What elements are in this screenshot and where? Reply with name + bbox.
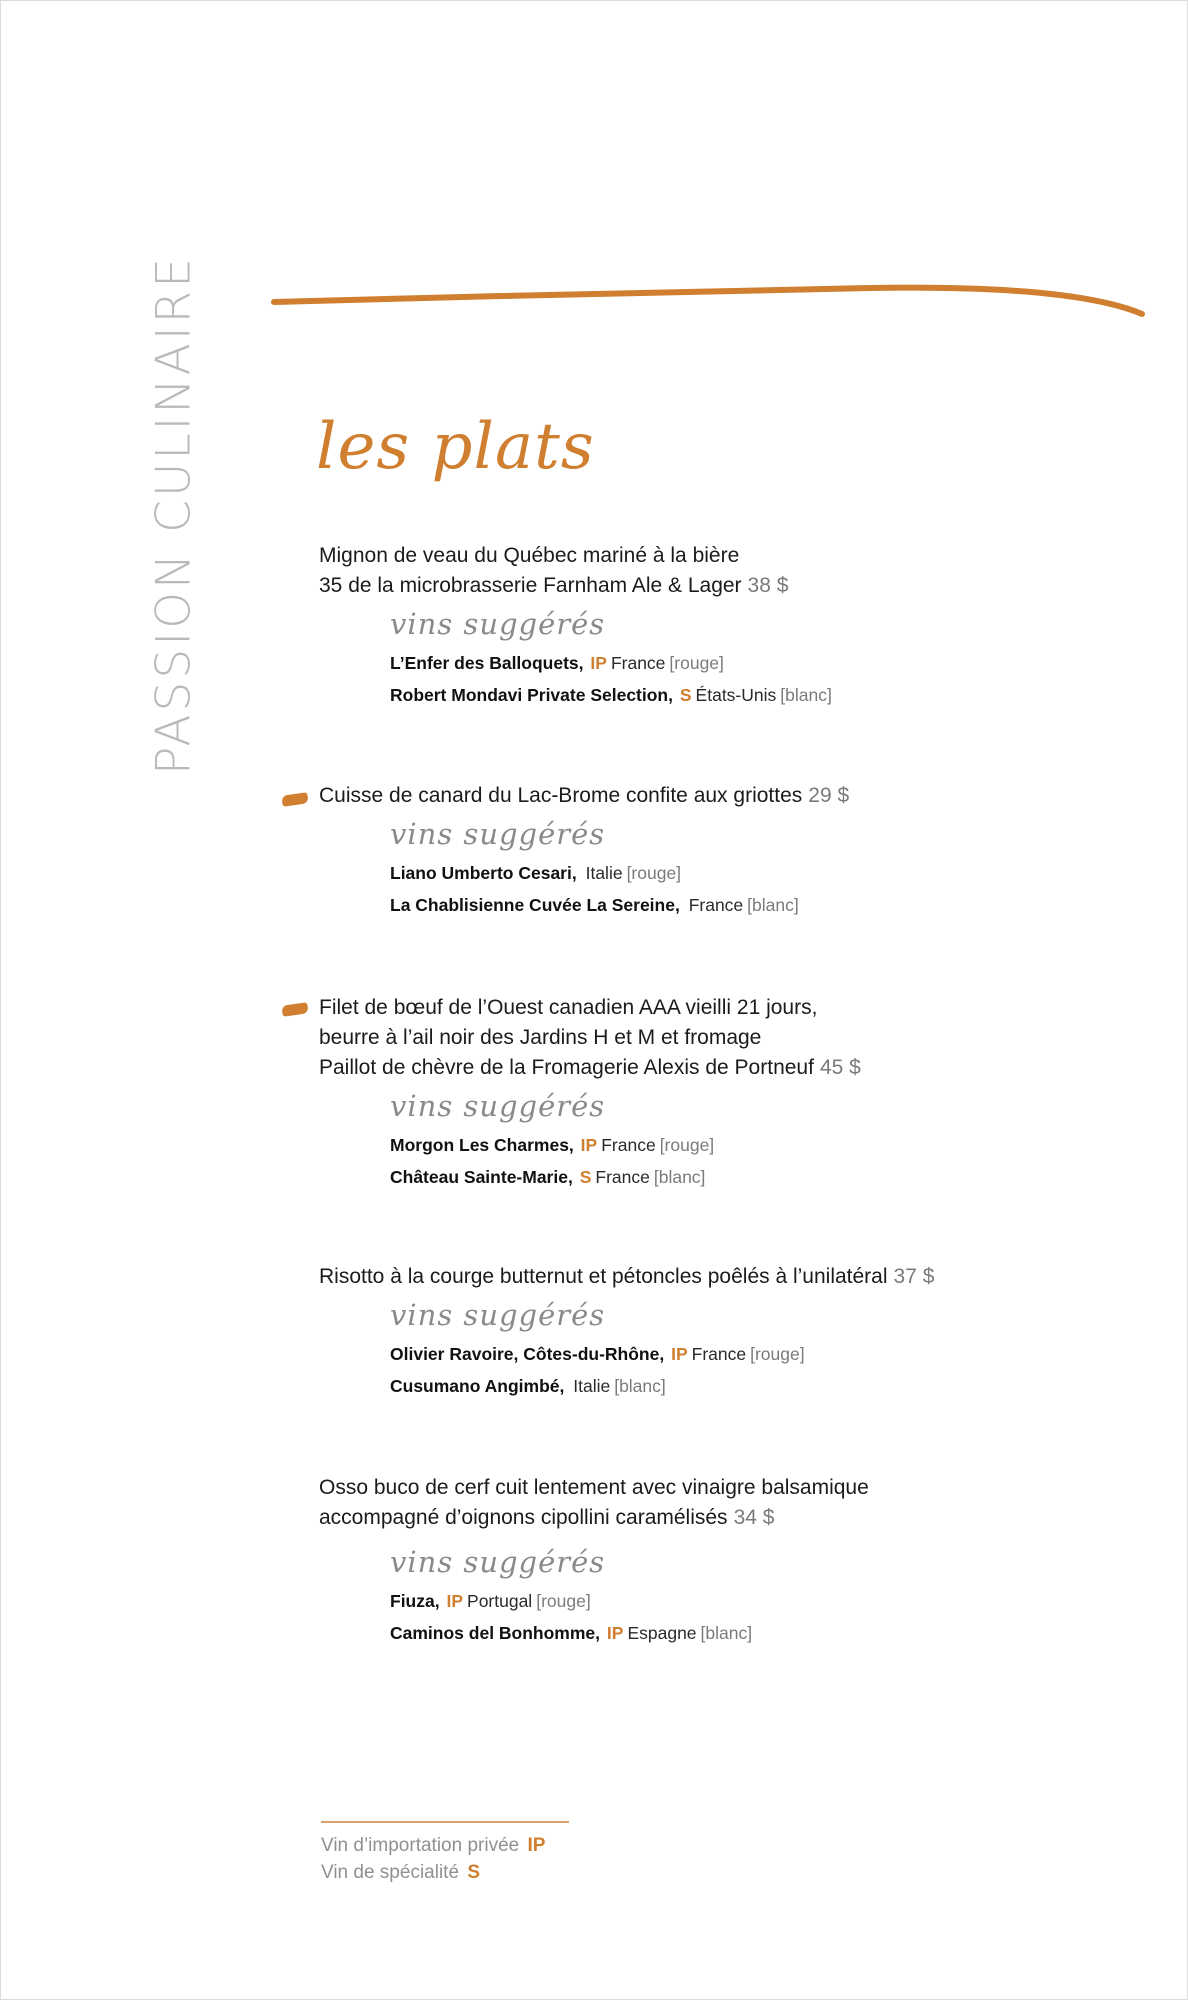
dish-line: Osso buco de cerf cuit lentement avec vinaigre balsamique <box>319 1476 869 1499</box>
dish-description <box>319 1262 1139 1292</box>
wine-suggestion <box>390 1161 1139 1193</box>
vins-suggeres-label: vins suggérés <box>390 1545 606 1579</box>
wine-country: Espagne <box>627 1623 697 1643</box>
wine-code: S <box>679 685 692 705</box>
wine-color: [blanc] <box>780 685 832 705</box>
wine-code: IP <box>580 1135 598 1155</box>
wine-country: France <box>688 895 744 915</box>
wine-country: France <box>595 1167 650 1187</box>
wine-name: La Chablisienne Cuvée La Sereine, <box>390 895 680 915</box>
dish-price: 38 $ <box>747 574 789 597</box>
wine-suggestion <box>390 889 1139 921</box>
legend-code: IP <box>527 1835 546 1856</box>
section-heading: les plats <box>316 410 595 484</box>
legend-item <box>321 1832 545 1859</box>
wine-country: France <box>691 1344 747 1364</box>
dish-description <box>319 993 1139 1083</box>
vins-suggeres-label: vins suggérés <box>390 1089 606 1123</box>
wine-name: Olivier Ravoire, Côtes-du-Rhône, <box>390 1344 665 1364</box>
dish-price: 45 $ <box>819 1056 861 1079</box>
legend-code: S <box>467 1862 480 1883</box>
wine-suggestion <box>390 857 1139 889</box>
wine-suggestion <box>390 679 1139 711</box>
wine-suggestion <box>390 1129 1139 1161</box>
wine-suggestion <box>390 1617 1139 1649</box>
wine-code: S <box>579 1167 592 1187</box>
wine-suggestion <box>390 1370 1139 1402</box>
dish-item-3 <box>319 993 1139 1193</box>
wine-color: [blanc] <box>653 1167 706 1187</box>
wine-suggestion <box>390 647 1139 679</box>
dish-item-2 <box>319 781 1139 921</box>
wine-name: Château Sainte-Marie, <box>390 1167 573 1187</box>
wine-name: Morgon Les Charmes, <box>390 1135 574 1155</box>
wine-code: IP <box>446 1591 464 1611</box>
wine-color: [rouge] <box>536 1591 591 1611</box>
wine-name: Fiuza, <box>390 1591 440 1611</box>
vins-suggeres-label: vins suggérés <box>390 817 606 851</box>
legend-text: Vin d’importation privée <box>321 1835 520 1856</box>
vins-suggeres-label: vins suggérés <box>390 1298 606 1332</box>
wine-name: Robert Mondavi Private Selection, <box>390 685 673 705</box>
wine-name: L’Enfer des Balloquets, <box>390 653 584 673</box>
wine-country: Portugal <box>467 1591 533 1611</box>
wine-color: [rouge] <box>626 863 682 883</box>
wine-code: IP <box>606 1623 624 1643</box>
dish-item-1 <box>319 541 1139 711</box>
wine-name: Cusumano Angimbé, <box>390 1376 565 1396</box>
dish-line: 35 de la microbrasserie Farnham Ale & Lager <box>319 574 742 597</box>
dish-price: 37 $ <box>893 1265 935 1288</box>
dish-line: Mignon de veau du Québec mariné à la bière <box>319 544 740 567</box>
dish-description <box>319 541 1139 601</box>
legend <box>321 1832 545 1886</box>
legend-text: Vin de spécialité <box>321 1862 460 1883</box>
wine-code: IP <box>590 653 607 673</box>
dish-line: Paillot de chèvre de la Fromagerie Alexis de Portneuf <box>319 1056 814 1079</box>
dish-description <box>319 781 1139 811</box>
dish-item-5 <box>319 1473 1139 1649</box>
legend-divider <box>321 1821 569 1823</box>
side-title <box>146 250 202 780</box>
wine-suggestion <box>390 1338 1139 1370</box>
wine-country: États-Unis <box>695 685 777 705</box>
dish-line: Risotto à la courge butternut et pétoncles poêlés à l’unilatéral <box>319 1265 888 1288</box>
side-title-text: PASSION CULINAIRE <box>146 255 202 775</box>
vins-suggeres-label: vins suggérés <box>390 607 606 641</box>
dish-line: Filet de bœuf de l’Ouest canadien AAA vieilli 21 jours, <box>319 996 818 1019</box>
dish-item-4 <box>319 1262 1139 1402</box>
wine-color: [rouge] <box>750 1344 805 1364</box>
brush-stroke-divider <box>270 278 1150 338</box>
wine-code: IP <box>671 1344 688 1364</box>
dish-price: 29 $ <box>808 784 850 807</box>
wine-name: Caminos del Bonhomme, <box>390 1623 601 1643</box>
dish-description <box>319 1473 1139 1533</box>
wine-color: [blanc] <box>614 1376 666 1396</box>
legend-item <box>321 1859 545 1886</box>
dish-price: 34 $ <box>733 1506 775 1529</box>
wine-color: [rouge] <box>669 653 724 673</box>
wine-suggestion <box>390 1585 1139 1617</box>
dish-line: accompagné d’oignons cipollini caramélisés <box>319 1506 728 1529</box>
wine-name: Liano Umberto Cesari, <box>390 863 577 883</box>
wine-color: [blanc] <box>700 1623 753 1643</box>
dish-line: beurre à l’ail noir des Jardins H et M et fromage <box>319 1026 762 1049</box>
wine-color: [rouge] <box>659 1135 715 1155</box>
wine-country: France <box>601 1135 656 1155</box>
wine-color: [blanc] <box>747 895 799 915</box>
wine-country: France <box>610 653 666 673</box>
dish-line: Cuisse de canard du Lac-Brome confite aux griottes <box>319 784 803 807</box>
wine-country: Italie <box>573 1376 611 1396</box>
wine-country: Italie <box>585 863 623 883</box>
